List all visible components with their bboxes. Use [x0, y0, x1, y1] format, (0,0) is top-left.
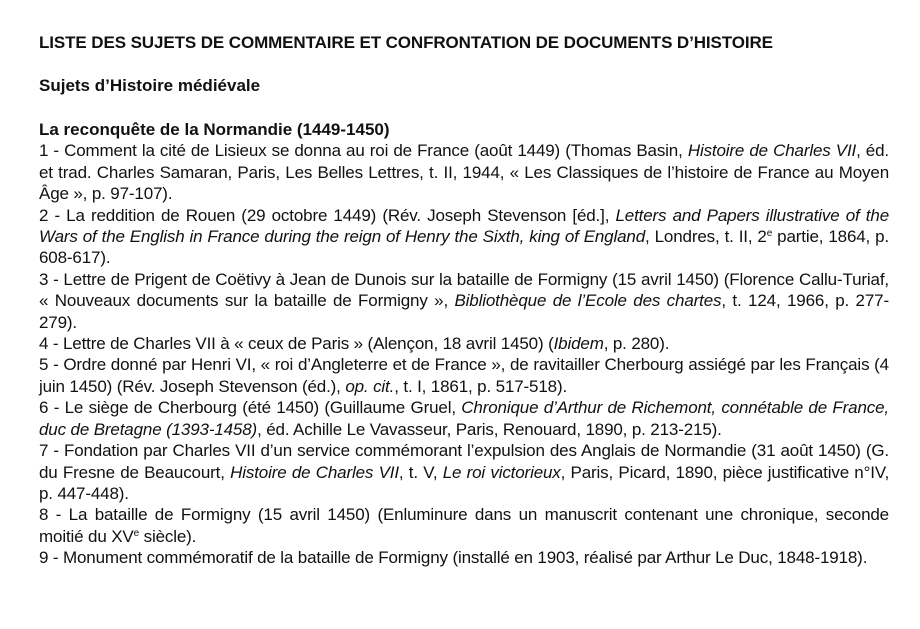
entry-9: 9 - Monument commémoratif de la bataille de Formigny (installé en 1903, réalisé par Arthur Le Duc, 1848-1918). [39, 548, 868, 568]
entry-8: 8 - La bataille de Formigny (15 avril 1450) (Enluminure dans un manuscrit contenant une chronique, seconde moitié du XVe siècle). [39, 505, 889, 546]
entry-5: 5 - Ordre donné par Henri VI, « roi d’Angleterre et de France », de ravitailler Cherbourg assiégé par les Français (4 juin 1450) (Rév. Joseph Stevenson (éd.), op. cit., t. I, 1861, p. 517-518). [39, 355, 889, 396]
section-title: La reconquête de la Normandie (1449-1450) [39, 120, 390, 139]
document-subtitle: Sujets d’Histoire médiévale [39, 76, 261, 95]
section-reconquete-normandie [39, 119, 889, 569]
entry-6: 6 - Le siège de Cherbourg (été 1450) (Guillaume Gruel, Chronique d’Arthur de Richemont, connétable de France, duc de Bretagne (1393-1458), éd. Achille Le Vavasseur, Paris, Renouard, 1890, p. 213-215). [39, 398, 889, 439]
entry-2: 2 - La reddition de Rouen (29 octobre 1449) (Rév. Joseph Stevenson [éd.], Letters and Papers illustrative of the Wars of the English in France during the reign of Henry the Sixth, king of England, Londres, t. II, 2e partie, 1864, p. 608-617). [39, 205, 890, 268]
document-title: LISTE DES SUJETS DE COMMENTAIRE ET CONFRONTATION DE DOCUMENTS D’HISTOIRE [39, 33, 773, 52]
entry-1: 1 - Comment la cité de Lisieux se donna au roi de France (août 1449) (Thomas Basin, Histoire de Charles VII, éd. et trad. Charles Samaran, Paris, Les Belles Lettres, t. II, 1944, « Les Classiques de l’histoire de France au Moyen Âge », p. 97-107). [39, 141, 889, 204]
entry-3: 3 - Lettre de Prigent de Coëtivy à Jean de Dunois sur la bataille de Formigny (15 avril 1450) (Florence Callu-Turiaf, « Nouveaux documents sur la bataille de Formigny », Bibliothèque de l’Ecole des chartes, t. 124, 1966, p. 277-279). [39, 269, 889, 332]
entry-7: 7 - Fondation par Charles VII d’un service commémorant l’expulsion des Anglais de Normandie (31 août 1450) (G. du Fresne de Beaucourt, Histoire de Charles VII, t. V, Le roi victorieux, Paris, Picard, 1890, pièce justificative n°IV, p. 447-448). [39, 441, 890, 503]
entry-4: 4 - Lettre de Charles VII à « ceux de Paris » (Alençon, 18 avril 1450) (Ibidem, p. 280). [39, 334, 670, 354]
